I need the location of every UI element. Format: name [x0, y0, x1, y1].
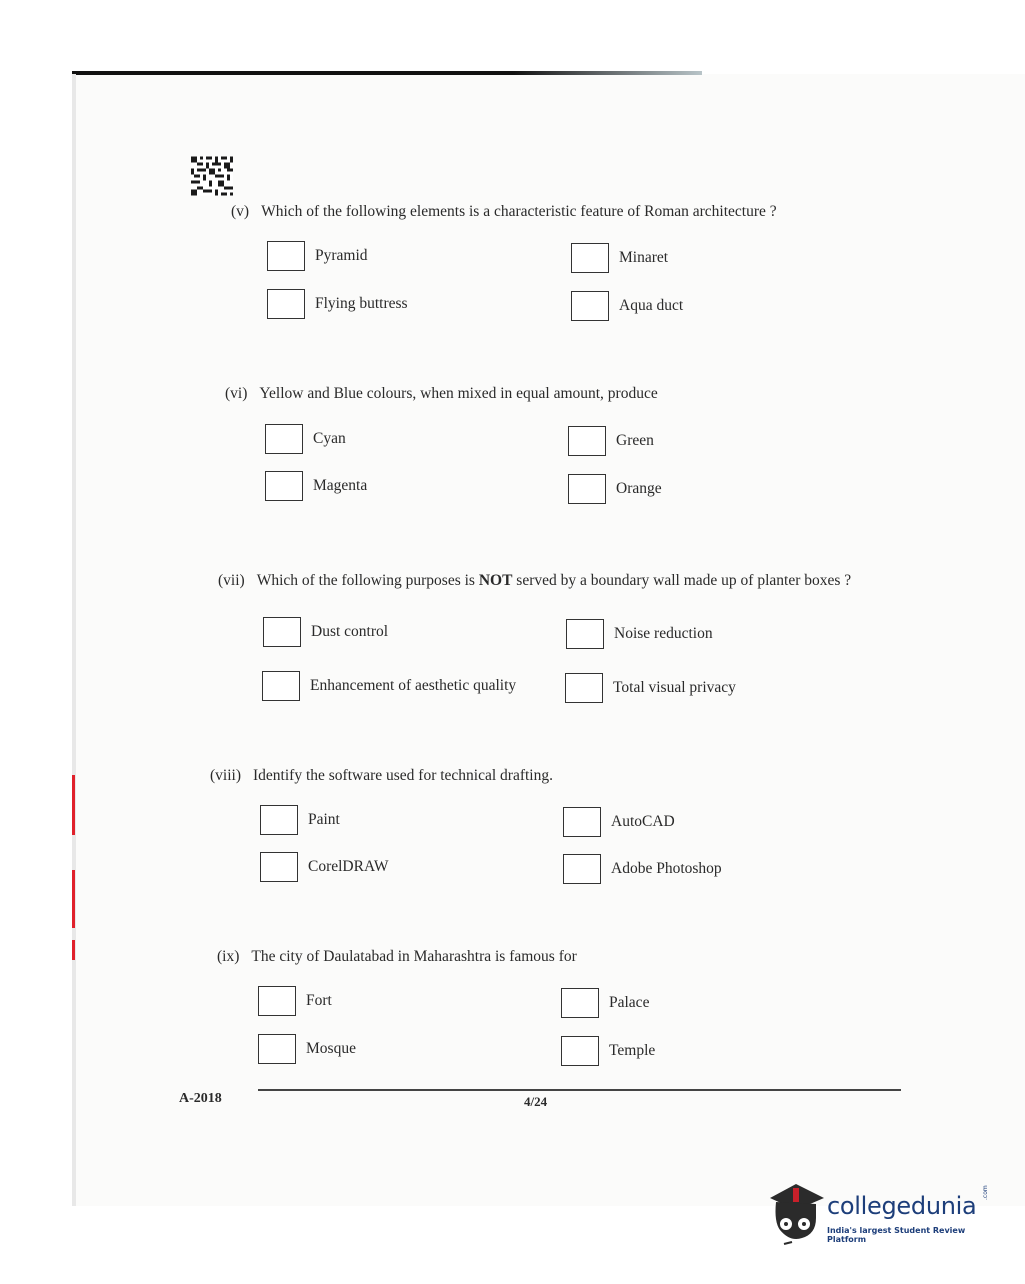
collegedunia-logo: [766, 1178, 1006, 1248]
option-label: Pyramid: [315, 247, 368, 264]
option-label: Enhancement of aesthetic quality: [310, 677, 517, 694]
option-checkbox[interactable]: [263, 617, 388, 647]
option-label: Adobe Photoshop: [611, 860, 722, 877]
checkbox[interactable]: [568, 474, 606, 504]
option-label: Magenta: [313, 477, 368, 494]
option-checkbox[interactable]: [262, 671, 516, 701]
option-label: Temple: [609, 1042, 656, 1059]
question-text: Which of the following elements is a characteristic feature of Roman architecture ?: [261, 203, 777, 220]
option-checkbox[interactable]: [568, 474, 662, 504]
student-mascot-icon: [766, 1178, 826, 1248]
option-label: Noise reduction: [614, 625, 713, 642]
option-checkbox[interactable]: [568, 426, 654, 456]
checkbox[interactable]: [563, 807, 601, 837]
option-checkbox[interactable]: [260, 852, 389, 882]
question-vi: [225, 385, 658, 403]
option-checkbox[interactable]: [258, 1034, 356, 1064]
option-label: Total visual privacy: [613, 679, 736, 696]
question-ix: [217, 948, 577, 966]
option-checkbox[interactable]: [260, 805, 340, 835]
left-edge-shade: [72, 74, 76, 1206]
option-label: Cyan: [313, 430, 346, 447]
margin-mark: [72, 940, 75, 960]
footer-rule: [258, 1089, 901, 1091]
checkbox[interactable]: [267, 241, 305, 271]
exam-code: A-2018: [179, 1091, 222, 1106]
checkbox[interactable]: [265, 424, 303, 454]
checkbox[interactable]: [571, 243, 609, 273]
option-checkbox[interactable]: [267, 241, 368, 271]
option-label: Aqua duct: [619, 297, 684, 314]
question-text: Which of the following purposes is: [256, 572, 479, 589]
checkbox[interactable]: [260, 805, 298, 835]
option-checkbox[interactable]: [561, 1036, 655, 1066]
question-text: The city of Daulatabad in Maharashtra is famous for: [251, 948, 577, 965]
option-label: Dust control: [311, 623, 389, 640]
checkbox[interactable]: [563, 854, 601, 884]
option-checkbox[interactable]: [265, 424, 346, 454]
question-text-emphasis: NOT: [478, 572, 513, 589]
checkbox[interactable]: [561, 1036, 599, 1066]
margin-mark: [72, 775, 75, 835]
question-vii: [218, 572, 851, 590]
question-number: (vii): [218, 572, 245, 589]
option-checkbox[interactable]: [566, 619, 713, 649]
option-checkbox[interactable]: [563, 854, 722, 884]
checkbox[interactable]: [265, 471, 303, 501]
brand-tagline: India's largest Student Review Platform: [827, 1226, 966, 1244]
checkbox[interactable]: [566, 619, 604, 649]
option-checkbox[interactable]: [571, 291, 683, 321]
option-label: Palace: [609, 994, 650, 1011]
margin-mark: [72, 870, 75, 928]
question-number: (v): [231, 203, 250, 220]
option-checkbox[interactable]: [563, 807, 675, 837]
checkbox[interactable]: [260, 852, 298, 882]
option-label: CorelDRAW: [308, 858, 389, 875]
checkbox[interactable]: [561, 988, 599, 1018]
option-label: Mosque: [306, 1040, 356, 1057]
option-checkbox[interactable]: [561, 988, 649, 1018]
question-text: served by a boundary wall made up of planter boxes ?: [512, 572, 852, 589]
option-label: Paint: [308, 811, 340, 828]
option-checkbox[interactable]: [267, 289, 408, 319]
question-text: Identify the software used for technical drafting.: [253, 767, 553, 784]
qr-code-icon: [191, 156, 233, 196]
question-number: (ix): [217, 948, 240, 965]
page-number: 4/24: [524, 1094, 548, 1109]
checkbox[interactable]: [258, 1034, 296, 1064]
checkbox[interactable]: [258, 986, 296, 1016]
checkbox[interactable]: [262, 671, 300, 701]
question-viii: [210, 767, 553, 785]
exam-page: [72, 74, 1025, 1206]
checkbox[interactable]: [571, 291, 609, 321]
option-checkbox[interactable]: [571, 243, 668, 273]
checkbox[interactable]: [267, 289, 305, 319]
option-label: AutoCAD: [611, 813, 675, 830]
option-checkbox[interactable]: [565, 673, 736, 703]
top-rule: [72, 71, 702, 75]
question-text: Yellow and Blue colours, when mixed in equal amount, produce: [259, 385, 658, 402]
option-label: Green: [616, 432, 654, 449]
option-checkbox[interactable]: [265, 471, 367, 501]
checkbox[interactable]: [263, 617, 301, 647]
checkbox[interactable]: [568, 426, 606, 456]
brand-name: collegedunia: [827, 1192, 977, 1220]
option-label: Flying buttress: [315, 295, 408, 312]
option-label: Minaret: [619, 249, 669, 266]
brand-suffix: .com: [982, 1185, 989, 1200]
option-label: Orange: [616, 480, 662, 497]
checkbox[interactable]: [565, 673, 603, 703]
question-v: [231, 203, 777, 221]
option-checkbox[interactable]: [258, 986, 332, 1016]
option-label: Fort: [306, 992, 332, 1009]
question-number: (vi): [225, 385, 248, 402]
question-number: (viii): [210, 767, 241, 784]
